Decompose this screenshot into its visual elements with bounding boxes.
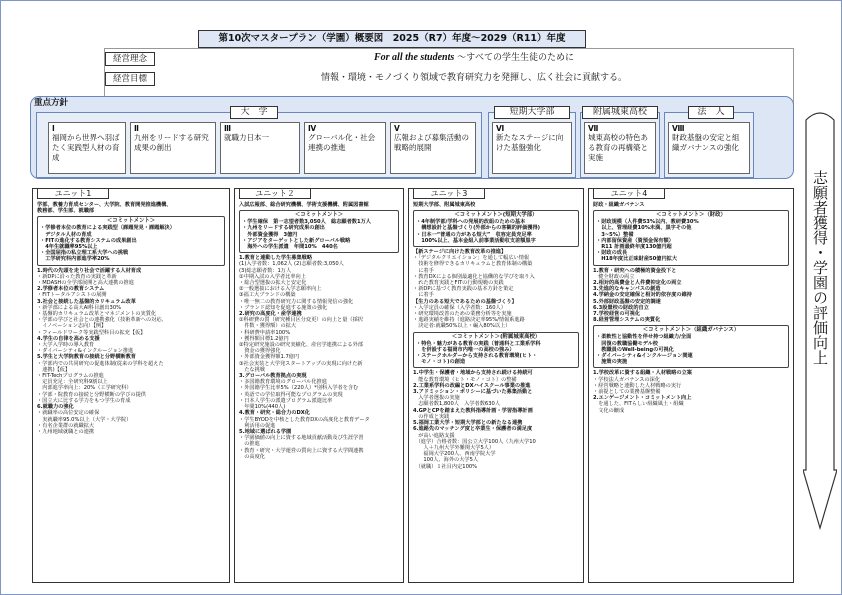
text-line: 資金の獲得強化 <box>239 348 281 355</box>
text-line: ・FITトータルアシストの展開 <box>37 292 107 299</box>
philosophy-label: 経営理念 <box>105 52 155 66</box>
text-line: 5.外部財政基盤の安定的調達 <box>593 298 661 305</box>
text-line: 3~5%）整備 <box>596 231 634 238</box>
text-line: に着手 <box>413 267 434 274</box>
text-line: 4年生就職率95%以上 <box>40 244 98 251</box>
text-line: 3.先進的なキャンパスの創造 <box>593 286 661 293</box>
commitment-list <box>416 219 576 244</box>
text-line: （進学）合格者数：国公立大学100人（九州大学10 <box>413 438 536 445</box>
text-line: ・大学入学時の導入教育 <box>37 342 95 349</box>
unit-head: ユニット1 <box>37 188 109 199</box>
text-line: （就職）１社目内定100% <box>413 463 478 470</box>
text-line: の高度化 <box>239 453 265 460</box>
text-line: ・「デジタルクリエイション」を通して幅広い情報 <box>413 255 530 262</box>
text-line: 6.3設置校の財政的自立 <box>593 304 649 311</box>
text-line: ③社会実装と大学発スタートアップの実現に向けた新 <box>239 360 363 367</box>
text-line: ・日本人学生の派遣プログラム派遣比率 <box>239 397 333 404</box>
text-line: ・経営戦略と連動した人材戦略の実行 <box>593 382 682 389</box>
priority-item-8 <box>668 122 750 174</box>
priority-num: Ⅰ <box>52 124 55 133</box>
text-line: 2.工業系学科の改編とDXハイスクール事業の推進 <box>413 382 531 389</box>
page-title: 第10次マスタープラン（学園）概要図 2025（R7）年度～2029（R11）年度 <box>198 30 586 48</box>
arrow-label: 志願者獲得・学園の評価向上 <box>811 170 829 365</box>
commitment-title: ＜コミットメント＞ <box>106 218 156 225</box>
text-line: たな挑戦 <box>239 366 265 373</box>
text-line: ・FITの進化する教育システムの成果創出 <box>40 237 137 244</box>
text-line: ・総合型選抜の拡大と安定化 <box>239 280 307 287</box>
unit-4 <box>588 188 794 583</box>
text-line: 件数・獲得額）の拡大 <box>239 323 297 330</box>
text-line: ・MDASHの全学部展開と高大連携の推進 <box>37 280 134 287</box>
text-line: ・学生確保 第一志望者数3,050人 総志願者数1万人 <box>242 219 371 226</box>
unit-head: ユニット２ <box>239 188 311 199</box>
priorities-label: 重点方針 <box>34 98 69 108</box>
priority-num: Ⅵ <box>496 124 505 133</box>
text-line: 4.学生の自律を高める支援 <box>37 335 100 342</box>
text-line: 100人、海外の大学5人 <box>413 457 479 464</box>
text-line: 以上、管理経費10%未満、黒字その他 <box>596 225 692 232</box>
text-line: 構想設計と基盤づくり(外部からの客観的評価獲得) <box>416 225 541 232</box>
text-line: 実就職率95.0%以上（大学・大学院） <box>37 416 132 423</box>
priority-text: 就職力日本一 <box>224 133 269 142</box>
text-line: に着手 <box>413 292 434 299</box>
commitment-box-2 <box>413 332 579 369</box>
text-line: 文化の醸成 <box>593 407 625 414</box>
text-line: 4.学納金の安定確保と相対的依存度の維持 <box>593 292 692 299</box>
text-line: 人＋九州大学外難関大学5人） <box>413 444 495 451</box>
commitment-title: ＜コミットメント＞ <box>294 212 344 219</box>
commitment-list <box>242 219 396 250</box>
text-line: 能な教育環境（ヒト・モノ・コト）の整備 <box>413 376 517 383</box>
text-line: ・外部資金獲得額1.7億円 <box>239 354 300 361</box>
text-line: 3.アドミッション・ポリシーに基づいた募集活動と <box>413 389 533 396</box>
text-line: ・英語での学位取得可能なプログラムの実現 <box>239 391 343 398</box>
text-line: 5.地域に選ばれる学園 <box>239 428 292 435</box>
text-line: 1.教育と連動した学生募集戦略 <box>239 255 313 262</box>
commitment-box <box>413 210 579 247</box>
text-line: ・科研費申請率100% <box>239 329 291 336</box>
text-line: ・全国屈指の私立理工系大学への挑戦 <box>40 250 129 257</box>
text-line: ・FIT-Techプログラムの推進 <box>37 373 104 380</box>
text-line: ・内部留保資産（資預金保有額） <box>596 237 674 244</box>
unit-1 <box>32 188 230 583</box>
priority-text: 九州をリードする研究成果の創出 <box>134 133 209 152</box>
philosophy-en: For all the students <box>373 52 455 63</box>
priority-item-3 <box>220 122 300 174</box>
text-line: の作成と実践 <box>413 413 450 420</box>
text-line: 5.学生と大学院教育の接続と分野横断教育 <box>37 354 136 361</box>
priority-item-6 <box>492 122 572 174</box>
text-line: ②一般選抜における入学志願率向上 <box>239 286 322 293</box>
goal-label: 経営目標 <box>105 72 155 86</box>
text-line: ①科研費の質（研究種目区分変更）の向上と量（採択 <box>239 317 363 324</box>
text-line: ・九州をリードする研究成果の創出 <box>242 225 325 232</box>
text-line: 2.学修者本位の教育システム <box>37 286 105 293</box>
text-line: を併設する福岡市内唯一の高校の強み） <box>416 346 515 353</box>
text-line: ・多国籍教育環境のグローバル化推進 <box>239 379 327 386</box>
philosophy-text <box>156 52 792 66</box>
text-line: 連携)【仮】 <box>37 366 71 373</box>
text-line: ③福工大ブランドの構築 <box>239 292 296 299</box>
unit-2 <box>234 188 404 583</box>
group-university: 大 学 <box>230 106 278 119</box>
text-line: ・九州地域就職との連携 <box>37 428 95 435</box>
goal-text: 情報・環境・モノづくり領域で教育研究力を発揮し、広く社会に貢献する。 <box>321 73 627 83</box>
text-line: ・ブランド認知を促進する施策の強化 <box>239 304 328 311</box>
commitment-box-2 <box>593 325 789 368</box>
text-line: 教務部、学生部、就職部 <box>37 208 95 215</box>
unit-head: ユニット4 <box>593 188 665 199</box>
text-line: 短期大学部、附属城東高校 <box>413 202 476 208</box>
text-line: ・教育DXによる個別最適化と協働的な学びを取り入 <box>413 273 535 280</box>
text-line: 2.エンゲージメント・コミットメント向上 <box>593 395 692 402</box>
commitment-box <box>239 210 399 253</box>
text-line: ・就職率の高位安定の確保 <box>37 410 100 417</box>
priority-item-4 <box>304 122 386 174</box>
commitment-list-2 <box>416 341 576 366</box>
group-high-school: 附属城東高校 <box>582 106 658 119</box>
text-line: ・日本一“普通の力がある短大” 収容定員充足率 <box>416 231 532 238</box>
text-line: 福岡大学200人、西南学院大学 <box>413 451 496 458</box>
text-line: ・獲得額目標1.2億円 <box>239 335 289 342</box>
text-line: ・柔軟性と協動性を伴せ持つ組織力/全面 <box>596 334 692 341</box>
text-line: を通した、FITらしい組織風土・組織 <box>593 401 684 408</box>
priority-text: 新たなステージに向けた基盤強化 <box>496 133 564 152</box>
priority-item-5 <box>390 122 476 174</box>
text-line: 3.社会と接続した基盤的カリキュラム改革 <box>37 298 136 305</box>
text-line: 定員充足：全研究科9割以上 <box>37 379 108 386</box>
priority-num: Ⅶ <box>588 124 599 133</box>
text-line: ・フィールドワーク等実践型科目の拡充【仮】 <box>37 329 146 336</box>
priority-text: グローバル化・社会連携の推進 <box>308 133 376 152</box>
text-line: ・アジアをターゲットとした新グローバル戦略 <box>242 237 351 244</box>
text-line: 1.教育・研究への積極的資金投下と <box>593 267 677 274</box>
text-line: 回復の教職協働モデル校 <box>596 340 658 347</box>
text-line: ・新DPに基づく教育実践の基本方針を策定 <box>413 286 514 293</box>
priority-text: 広報および募集活動の戦略的展開 <box>394 133 469 152</box>
text-line: 1.時代の先頭を走り社会で活躍する人材育成 <box>37 267 142 274</box>
text-line: 5.福岡工業大学・短期大学部との新たなる連携 <box>413 420 523 427</box>
commitment-title-2: ＜コミットメント＞（組織ガバナンス） <box>642 327 740 334</box>
text-line: ②特定研究施設の研究実績化、産官学連携による外部 <box>239 342 363 349</box>
text-line: 志願者数1,800人 入学者数630人 <box>413 401 501 408</box>
priority-item-1 <box>48 122 126 174</box>
text-line: 2.研究の高度化・産学連携 <box>239 311 302 318</box>
text-line: 財政・組織ガバナンス <box>593 202 645 208</box>
text-line: 入試広報部、総合研究機構、学術支援機構、附属図書館 <box>239 202 369 208</box>
text-line: ・学部・院教育の接続と分野横断の学びの提供 <box>37 391 146 398</box>
text-line: H18年度比正味財産50億円拡大 <box>596 256 678 263</box>
text-line: ・ステークホルダーから支持される教育環境(ヒト・ <box>416 353 538 360</box>
text-line: ・国立大に比する学力をもつ学生の育成 <box>37 397 131 404</box>
text-line: ・学修者本位の教育による実践型（課題発見・課題解決） <box>40 225 175 232</box>
priority-num: Ⅳ <box>308 124 317 133</box>
unit-lines-top <box>593 202 789 208</box>
text-line: ・教育・研究・大学運営の質向上に資する大学間連携 <box>239 447 364 454</box>
text-line: 8.経営管理システムの実質化 <box>593 317 661 324</box>
text-line: 4.教育・研究・総合力のDX化 <box>239 410 310 417</box>
text-line: 工学研究科内部進学率20% <box>40 256 110 263</box>
text-line: ・ダイバーシティ&インクルージョン関連 <box>596 353 693 360</box>
text-line: (1)入学者数：1,062人 (2)志願者数:3,050人 <box>239 261 344 268</box>
text-line: 海外への学生派遣 年間10% 440名 <box>242 244 338 251</box>
priority-text: 財政基盤の安定と組織ガバナンスの強化 <box>672 133 740 152</box>
text-line: ・研究環境改善のための業務分析等を実施 <box>413 311 512 318</box>
text-line: ・4年制学部/学科への発展的改組のための基本 <box>416 219 526 226</box>
text-line: ・新学部による高大AI科目創出30% <box>37 304 122 311</box>
text-line: イノベーション志向）【例】 <box>37 323 107 330</box>
unit-body <box>239 255 399 460</box>
text-line: ・学部の学びと社会との連携強化（技術革新への対応、 <box>37 317 167 324</box>
text-line: の推進 <box>239 441 260 448</box>
text-line: 教職員のWell-beingの可視化 <box>596 346 674 353</box>
text-line: 学部、教養力育成センター、大学院、教育開発推進機構、 <box>37 202 172 208</box>
text-line: 6.進路先のマッチング度と卒業生・保護者の満足度 <box>413 426 533 433</box>
commitment-box <box>37 216 225 265</box>
priority-num: Ⅴ <box>394 124 400 133</box>
unit-body <box>37 268 225 435</box>
text-line: (3)総志願者数：1万人 <box>239 267 292 274</box>
text-line: 利活用の促進 <box>239 422 276 429</box>
text-line: 入学者選抜の実施 <box>413 395 460 402</box>
text-line: ・基盤的カリキュラム改革とマネジメントの実質化 <box>37 311 157 318</box>
text-line: 6.就職力の強化 <box>37 404 74 411</box>
text-line: 技術を修得できるカリキュラムと教育体制の構築 <box>413 261 533 268</box>
unit-lines-top <box>413 202 579 208</box>
unit-3 <box>408 188 584 583</box>
text-line: ・財政規模（人件費53%以内、教研費30% <box>596 219 699 226</box>
text-line: ・学生BYODを中核とした教育DXの高度化と教育データ <box>239 416 370 423</box>
commitment-box <box>593 210 789 265</box>
text-line: 2.相対的高費金と人件費抑定化の両立 <box>593 280 682 287</box>
priority-num: Ⅷ <box>672 124 685 133</box>
text-line: が高い進路支援 <box>413 432 455 439</box>
text-line: ①中期入試の入学者比率向上 <box>239 273 306 280</box>
group-junior-college: 短期大学部 <box>494 106 570 119</box>
text-line: デジタル人材の育成 <box>40 231 92 238</box>
text-line: ・進路実績を維持（進路決定率95%/情報系進路 <box>413 317 525 324</box>
priority-text: 福岡から世界へ羽ばたく実践型人材の育成 <box>52 133 120 162</box>
text-line: ・前提としての業務基盤整備 <box>593 389 661 396</box>
text-line: ・有名企業群の就職拡大 <box>37 422 95 429</box>
text-line: モノ・コト)の創造 <box>416 359 466 366</box>
commitment-title: ＜コミットメント＞（財政） <box>656 212 726 219</box>
commitment-list-2 <box>596 334 786 365</box>
unit-body-a <box>413 249 579 330</box>
philosophy-ja: ～すべての学生生徒のために <box>457 53 574 63</box>
text-line: ・学校法人ガバナンスの深化 <box>593 376 661 383</box>
text-line: 1.中学生・保護者・地域から支持され続ける持続可 <box>413 370 533 377</box>
text-line: 1.学校改革に資する組織・人材戦略の立案 <box>593 370 692 377</box>
text-line: ・特色・魅力がある教育の実践（普通科と工業系学科 <box>416 340 541 347</box>
text-line: ・財政の成長 <box>596 250 628 257</box>
text-line: 健全財政の両立 <box>593 273 635 280</box>
text-line: ・学部内での共同研究の促進体制(従来の学科を超えた <box>37 360 164 367</box>
commitment-title-2: ＜コミットメント＞(附属城東高校） <box>451 333 541 340</box>
priority-text: 城東高校の特色ある教育の再構築と実施 <box>588 133 648 162</box>
text-line: 7.学校経営の可視化 <box>593 311 641 318</box>
priority-item-2 <box>130 122 216 174</box>
text-line: 内部進学率向上：20%（工学研究科） <box>37 385 132 392</box>
text-line: 【生力のある短大であるための基盤づくり】 <box>413 298 517 305</box>
unit-lines-top <box>37 202 225 214</box>
commitment-list <box>596 219 786 262</box>
unit-body-b <box>593 370 789 413</box>
text-line: ・唯一無二の教育研究力に関する情報発信の強化 <box>239 298 354 305</box>
text-line: R11 計画最終年度130億円超 <box>596 244 672 251</box>
text-line: 4.GPとCPを踏まえた教科指導計画・学習指導計画 <box>413 407 533 414</box>
unit-head: ユニット3 <box>413 188 485 199</box>
priority-num: Ⅱ <box>134 124 139 133</box>
text-line: 外部資金獲得 3億円 <box>242 231 298 238</box>
unit-body-b <box>413 370 579 469</box>
group-corporation: 法 人 <box>688 106 734 119</box>
text-line: れた教育実践とFITの行動規範の実践 <box>413 280 504 287</box>
commitment-list <box>40 225 222 262</box>
unit-body-a <box>593 268 789 324</box>
unit-lines-top <box>239 202 399 208</box>
text-line: ・外国籍学生比率5%（220人）*別科入学者を含む <box>239 385 359 392</box>
text-line: 年間10%(440人) <box>239 404 286 411</box>
commitment-title: ＜コミットメント＞(短期大学部） <box>454 212 538 219</box>
text-line: 施策の実施 <box>596 359 628 366</box>
text-line: ・学園価値の向上に資する地域貢献活動及び生涯学習 <box>239 435 364 442</box>
text-line: ・入学定員の確保（入学者数：160人） <box>413 304 506 311</box>
text-line: 【新ステージに向けた教育改革の推進】 <box>413 249 507 256</box>
text-line: 100%以上、基本金組入前事業活動収支差額黒字 <box>416 237 536 244</box>
text-line: ・ダイバーシティ&インクルージョン推進 <box>37 348 134 355</box>
text-line: 決定者:就職50%以上・編入80%以上） <box>413 323 511 330</box>
text-line: 3.グローバル教育拠点の実現 <box>239 373 307 380</box>
priority-num: Ⅲ <box>224 124 232 133</box>
priority-item-7 <box>584 122 656 174</box>
text-line: ・新DPに沿った教育の実践と革新 <box>37 273 117 280</box>
